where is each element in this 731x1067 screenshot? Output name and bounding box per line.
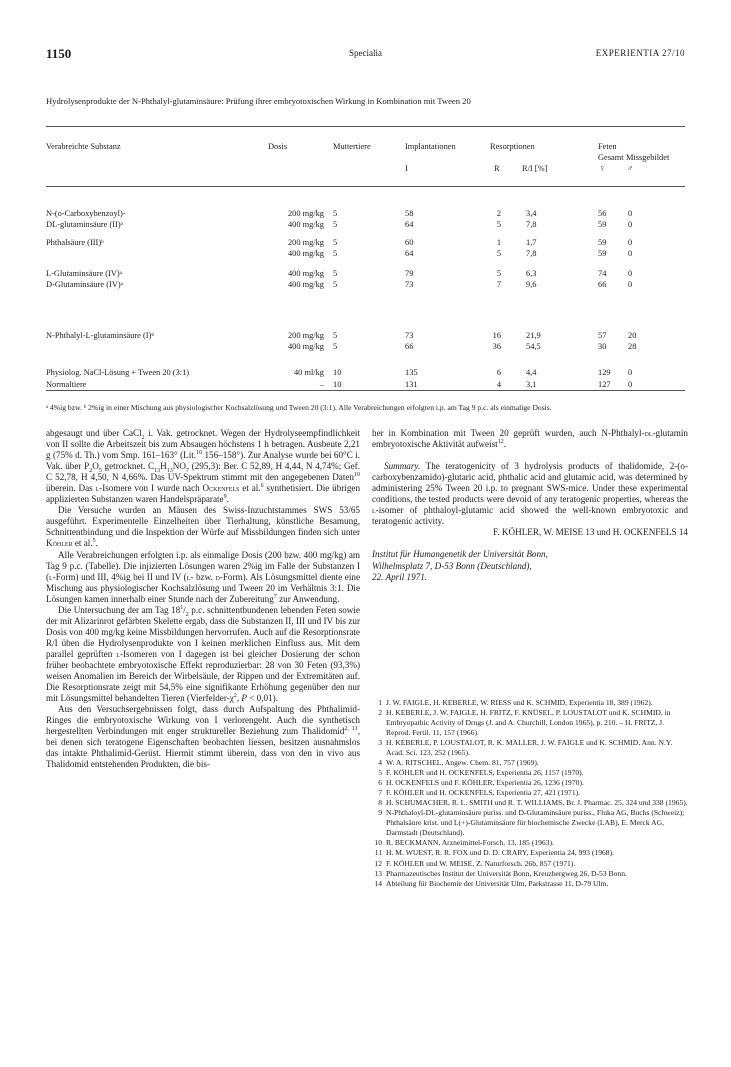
reference-list — [372, 698, 688, 889]
cell-i: 64 — [405, 220, 414, 229]
cell-ri: 1,7 — [526, 238, 537, 247]
reference-text: J. W. FAIGLE, H. KEBERLE, W. RIESS und K. SCHMID, Experientia 18, 389 (1962). — [386, 698, 653, 707]
reference-item — [372, 778, 688, 788]
cell-dose: 400 mg/kg — [287, 280, 324, 289]
reference-text: H. OCKENFELS und F. KÖHLER, Experientia 26, 1236 (1970). — [386, 778, 584, 788]
reference-number: 7 — [378, 788, 382, 798]
cell-i: 73 — [405, 280, 414, 289]
cell-mg: 0 — [628, 269, 633, 278]
reference-text: N-Phthaloyl-DL-glutaminsäure puriss. und D-Glutaminsäure puriss., Fluka AG, Buchs (Schweiz); Phthalsäure krist. und L(+)-Glutaminsäure für biochemische Zwecke (LAB), E. Merck AG, Darmstadt (Deutschland). — [386, 808, 685, 838]
cell-m: 5 — [333, 269, 338, 278]
journal-title: EXPERIENTIA 27/10 — [595, 48, 685, 58]
cell-dose: 40 ml/kg — [293, 368, 324, 377]
cell-r: 5 — [496, 220, 501, 229]
reference-number: 2 — [378, 708, 382, 718]
col-header-total: Gesamt — [598, 153, 624, 162]
reference-number: 4 — [378, 758, 382, 767]
cell-r: 4 — [496, 380, 501, 389]
cell-m: 5 — [333, 280, 338, 289]
reference-text: F. KÖHLER und W. MEISE, Z. Naturforsch. 26b, 857 (1971). — [386, 858, 576, 868]
cell-dose: – — [319, 380, 324, 389]
reference-item — [372, 798, 688, 808]
body-column-right — [372, 428, 688, 583]
cell-dose: 400 mg/kg — [287, 249, 324, 258]
cell-m: 10 — [333, 380, 342, 389]
cell-dose: 200 mg/kg — [287, 238, 324, 247]
cell-g: 129 — [598, 368, 611, 377]
cell-g: 56 — [598, 209, 607, 218]
cell-r: 1 — [496, 238, 501, 247]
col-header-dose: Dosis — [268, 142, 288, 151]
cell-m: 5 — [333, 238, 338, 247]
paragraph: Aus den Versuchsergebnissen folgt, dass durch Aufspaltung des Phthalimid-Ringes die embryotoxische Wirkung von I verlorengeht. Auch die synthetisch hergestellten Verbindungen mit enger struktureller Beziehung zum Thalidomid$^{2, 11}$, bei denen sich teratogene Eigenschaften beobachten liessen, besitzen ausnahmslos das intakte Phthalimid-Gerüst. Hiermit stimmt überein, dass von den in vivo aus Thalidomid entstehenden Produkten, die bis- — [46, 704, 361, 770]
cell-r: 16 — [492, 331, 501, 340]
table-top-rule — [46, 126, 685, 127]
section-title: Specialia — [349, 48, 382, 58]
col-header-malformed-symbol: ♂ — [627, 164, 634, 173]
reference-item — [372, 758, 688, 768]
cell-mg: 20 — [628, 331, 637, 340]
cell-m: 5 — [333, 220, 338, 229]
paragraph: abgesaugt und über CaCl$_2$ i. Vak. getrocknet. Wegen der Hydrolyseempfindlichkeit von II sollte die Arbeitszeit bis zum Absaugen höchstens 1 h betragen. Ausbeute 2,21 g (75% d. Th.) vom Smp. 161–163° (Lit.$^{10}$ 156–158°). Zur Analyse wurde bei 60°C i. Vak. über $P_2O_5$ getrocknet. $C_{13}H_{13}NO_7$ (295,3): Ber. C 52,89, H 4,44, N 4,74%; Gef. C 52,78, H 4,50, N 4,66%. Das UV-Spektrum stimmt mit den angegebenen Daten$^{10}$ überein. Das l-Isomere von I wurde nach Ockenfels et al.$^6$ synthetisiert. Die übrigen applizierten Substanzen waren Handelspräparate$^9$. — [46, 428, 361, 505]
reference-item — [372, 768, 688, 778]
cell-ri: 21,9 — [526, 331, 541, 340]
cell-mg: 0 — [628, 249, 633, 258]
cell-r: 6 — [496, 368, 501, 377]
cell-dose: 400 mg/kg — [287, 269, 324, 278]
cell-i: 135 — [405, 368, 418, 377]
reference-number: 13 — [374, 868, 382, 878]
paragraph: her in Kombination mit Tween 20 geprüft wurden, auch N-Phthalyl-dl-glutamin embryotoxische Aktivität aufweist$^{12}$. — [372, 428, 688, 450]
cell-m: 5 — [333, 249, 338, 258]
cell-ri: 9,6 — [526, 280, 537, 289]
cell-dose: 400 mg/kg — [287, 220, 324, 229]
cell-ri: 7,8 — [526, 249, 537, 258]
cell-mg: 28 — [628, 342, 637, 351]
reference-item — [372, 838, 688, 848]
reference-number: 9 — [378, 808, 382, 818]
cell-g: 57 — [598, 331, 607, 340]
cell-r: 5 — [496, 249, 501, 258]
cell-g: 59 — [598, 238, 607, 247]
cell-m: 5 — [333, 209, 338, 218]
reference-item — [372, 698, 688, 708]
col-header-implantations: Implantationen — [405, 142, 456, 151]
col-header-mothers: Muttertiere — [333, 142, 371, 151]
institute-line: 22. April 1971. — [372, 571, 428, 582]
reference-text: Pharmazeutisches Institut der Universität Bonn, Kreuzbergweg 26, D-53 Bonn. — [386, 868, 627, 878]
paragraph: Alle Verabreichungen erfolgten i.p. als einmalige Dosis (200 bzw. 400 mg/kg) am Tag 9 p.c. (Tabelle). Die injizierten Lösungen waren 2%ig im Falle der Substanzen I (l-Form) und III, 4%ig bei II und IV (l- bzw. d-Form). Als Lösungsmittel diente eine Mischung aus physiologischer Kochsalzlösung und Tween 20 im Verhältnis 3:1. Die Lösungen kamen innerhalb einer Stunde nach der Zubereitung$^7$ zur Anwendung. — [46, 549, 360, 604]
reference-item — [372, 808, 688, 838]
col-header-resorptions: Resorptionen — [490, 142, 535, 151]
reference-number: 11 — [374, 848, 382, 858]
cell-dose: 200 mg/kg — [287, 209, 324, 218]
col-header-fetuses: Feten — [598, 142, 617, 151]
reference-text: F. KÖHLER und H. OCKENFELS, Experientia 26, 1157 (1970). — [386, 768, 584, 778]
reference-text: R. BECKMANN, Arzneimittel-Forsch. 13, 185 (1963). — [386, 838, 554, 848]
cell-substance: Phthalsäure (III)ᵇ — [46, 238, 104, 247]
cell-i: 64 — [405, 249, 414, 258]
cell-substance: N-(o-Carboxybenzoyl)- — [46, 209, 126, 218]
col-header-malformed: Missgebildet — [626, 153, 670, 162]
table-header-rule — [46, 186, 685, 187]
cell-i: 79 — [405, 269, 414, 278]
col-header-implant-i: I — [405, 164, 408, 173]
cell-m: 10 — [333, 368, 342, 377]
reference-item — [372, 869, 688, 879]
paragraph: Die Versuche wurden an Mäusen des Swiss-Inzuchtstammes SWS 53/65 ausgeführt. Experimentelle Einzelheiten über Tierhaltung, künstliche Besamung, Schnittentbindung und die Inspektion der Würfe auf Missbildungen finden sich unter Köhler et al.$^5$. — [46, 505, 360, 549]
cell-i: 131 — [405, 380, 418, 389]
reference-number: 12 — [374, 858, 382, 868]
cell-ri: 3,1 — [526, 380, 537, 389]
cell-ri: 3,4 — [526, 209, 537, 218]
reference-number: 10 — [374, 838, 382, 848]
cell-i: 66 — [405, 342, 414, 351]
table-bottom-rule — [46, 390, 685, 391]
cell-ri: 54,5 — [526, 342, 541, 351]
cell-substance: N-Phthalyl-L-glutaminsäure (I)ᵇ — [46, 331, 154, 340]
cell-substance: L-Glutaminsäure (IV)ᵃ — [46, 269, 123, 278]
reference-text: H. KEBERLE, P. LOUSTALOT, R. K. MALLER, J. W. FAIGLE und K. SCHMID, Ann. N.Y. Acad. Sci. 123, 252 (1965). — [386, 738, 673, 757]
cell-r: 5 — [496, 269, 501, 278]
institute-address — [372, 549, 688, 583]
reference-number: 3 — [378, 738, 382, 747]
cell-mg: 0 — [628, 209, 633, 218]
cell-mg: 0 — [628, 380, 633, 389]
cell-dose: 400 mg/kg — [287, 342, 324, 351]
cell-g: 59 — [598, 249, 607, 258]
cell-i: 73 — [405, 331, 414, 340]
reference-item — [372, 848, 688, 858]
cell-ri: 7,8 — [526, 220, 537, 229]
reference-text: W. A. RITSCHEL, Angew. Chem. 81, 757 (1969). — [386, 758, 539, 767]
cell-i: 58 — [405, 209, 414, 218]
reference-text: F. KÖHLER und H. OCKENFELS, Experientia 27, 421 (1971). — [386, 788, 581, 798]
cell-m: 5 — [333, 331, 338, 340]
cell-ri: 4,4 — [526, 368, 537, 377]
reference-text: H. KEBERLE, J. W. FAIGLE, H. FRITZ, F. KNÜSEL, P. LOUSTALOT und K. SCHMID, in Embryopathic Activity of Drugs (J. and A. Churchill, London 1965), p. 210. – H. FRITZ, J. Reprod. Fertil. 11, 157 (1966). — [386, 708, 671, 737]
running-header — [46, 46, 685, 62]
page-number: 1150 — [46, 46, 72, 61]
cell-g: 59 — [598, 220, 607, 229]
reference-number: 5 — [378, 768, 382, 778]
summary-paragraph: Summary. The teratogenicity of 3 hydrolysis products of thalidomide, 2-(o-carboxybenzamido)-glutaric acid, phthalic acid and glutamic acid, was determined by administering 25% Tween 20 i.p. to pregnant SWS-mice. Under these experimental conditions, the tested products were devoid of any teratogenic properties, whereas the l-isomer of phthaloyl-glutamic acid showed the well-known embryotoxic and teratogenic activity. — [372, 461, 688, 527]
table-caption: Hydrolysenprodukte der N-Phthalyl-glutaminsäure: Prüfung ihrer embryotoxischen Wirkung in Kombination mit Tween 20 — [46, 96, 471, 106]
reference-item — [372, 708, 688, 738]
reference-number: 6 — [378, 778, 382, 788]
reference-text: Abteilung für Biochemie der Universität Ulm, Parkstrasse 11, D-79 Ulm. — [386, 878, 609, 888]
cell-i: 60 — [405, 238, 414, 247]
cell-substance: Normaltiere — [46, 380, 87, 389]
cell-mg: 0 — [628, 368, 633, 377]
col-header-total-symbol: ♀ — [599, 164, 606, 173]
institute-line: Wilhelmsplatz 7, D-53 Bonn (Deutschland), — [372, 560, 532, 571]
col-header-resorp-ri: R/I [%] — [522, 164, 548, 173]
reference-item — [372, 738, 688, 758]
col-header-substance: Verabreichte Substanz — [46, 142, 121, 151]
reference-item — [372, 859, 688, 869]
cell-g: 30 — [598, 342, 607, 351]
cell-mg: 0 — [628, 220, 633, 229]
cell-mg: 0 — [628, 280, 633, 289]
cell-m: 5 — [333, 342, 338, 351]
author-line: F. KÖHLER, W. MEISE 13 und H. OCKENFELS 14 — [493, 527, 688, 538]
reference-item — [372, 879, 688, 889]
cell-g: 66 — [598, 280, 607, 289]
reference-number: 14 — [374, 878, 382, 888]
cell-g: 127 — [598, 380, 611, 389]
institute-line: Institut für Humangenetik der Universität Bonn, — [372, 549, 548, 560]
reference-item — [372, 788, 688, 798]
cell-r: 7 — [496, 280, 501, 289]
reference-number: 1 — [378, 698, 382, 707]
table-footnote: ᵃ 4%ig bzw. ᵇ 2%ig in einer Mischung aus physiologischer Kochsalzlösung und Tween 20 (3:1). Alle Verabreichungen erfolgten i.p. am Tag 9 p.c. als einmalige Dosis. — [46, 403, 552, 412]
cell-ri: 6,3 — [526, 269, 537, 278]
body-column-left — [46, 428, 360, 770]
reference-text: H. M. WUEST, R. R. FOX und D. D. CRARY, Experientia 24, 993 (1968). — [386, 848, 615, 858]
reference-number: 8 — [378, 798, 382, 808]
reference-text: H. SCHUMACHER, R. L. SMITH und R. T. WILLIAMS, Br. J. Pharmac. 25, 324 und 338 (1965). — [386, 798, 688, 808]
cell-g: 74 — [598, 269, 607, 278]
cell-substance: DL-glutaminsäure (II)ᵃ — [46, 220, 123, 229]
cell-r: 36 — [492, 342, 501, 351]
cell-mg: 0 — [628, 238, 633, 247]
paragraph: Die Untersuchung der am Tag $18^1/_2$ p.c. schnittentbundenen lebenden Feten sowie der mit Alizarinrot gefärbten Skelette ergab, dass die Substanzen II, III und IV bis zur Dosis von 400 mg/kg keine Missbildungen hervorrufen. Auch auf die Resorptionsrate R/I üben die Hydrolysenprodukte von I keinen merklichen Einfluss aus. Mit dem parallel geprüften l-Isomeren von I dagegen ist bei gleicher Dosierung der schon früher beobachtete embryotoxische Effekt reproduzierbar: 28 von 30 Feten (93,3%) weisen Anomalien im Bereich der Wirbelsäule, der Rippen und der Extremitäten auf. Die Resorptionsrate zeigt mit 54,5% eine signifikante Erhöhung gegenüber den nur mit Lösungsmittel behandelten Tieren ($Vierfelder-\chi^2$, P < 0,01). — [46, 604, 360, 704]
cell-r: 2 — [496, 209, 501, 218]
col-header-resorp-r: R — [494, 164, 500, 173]
cell-dose: 200 mg/kg — [287, 331, 324, 340]
cell-substance: D-Glutaminsäure (IV)ᵃ — [46, 280, 123, 289]
cell-substance: Physiolog. NaCl-Lösung + Tween 20 (3:1) — [46, 368, 190, 377]
